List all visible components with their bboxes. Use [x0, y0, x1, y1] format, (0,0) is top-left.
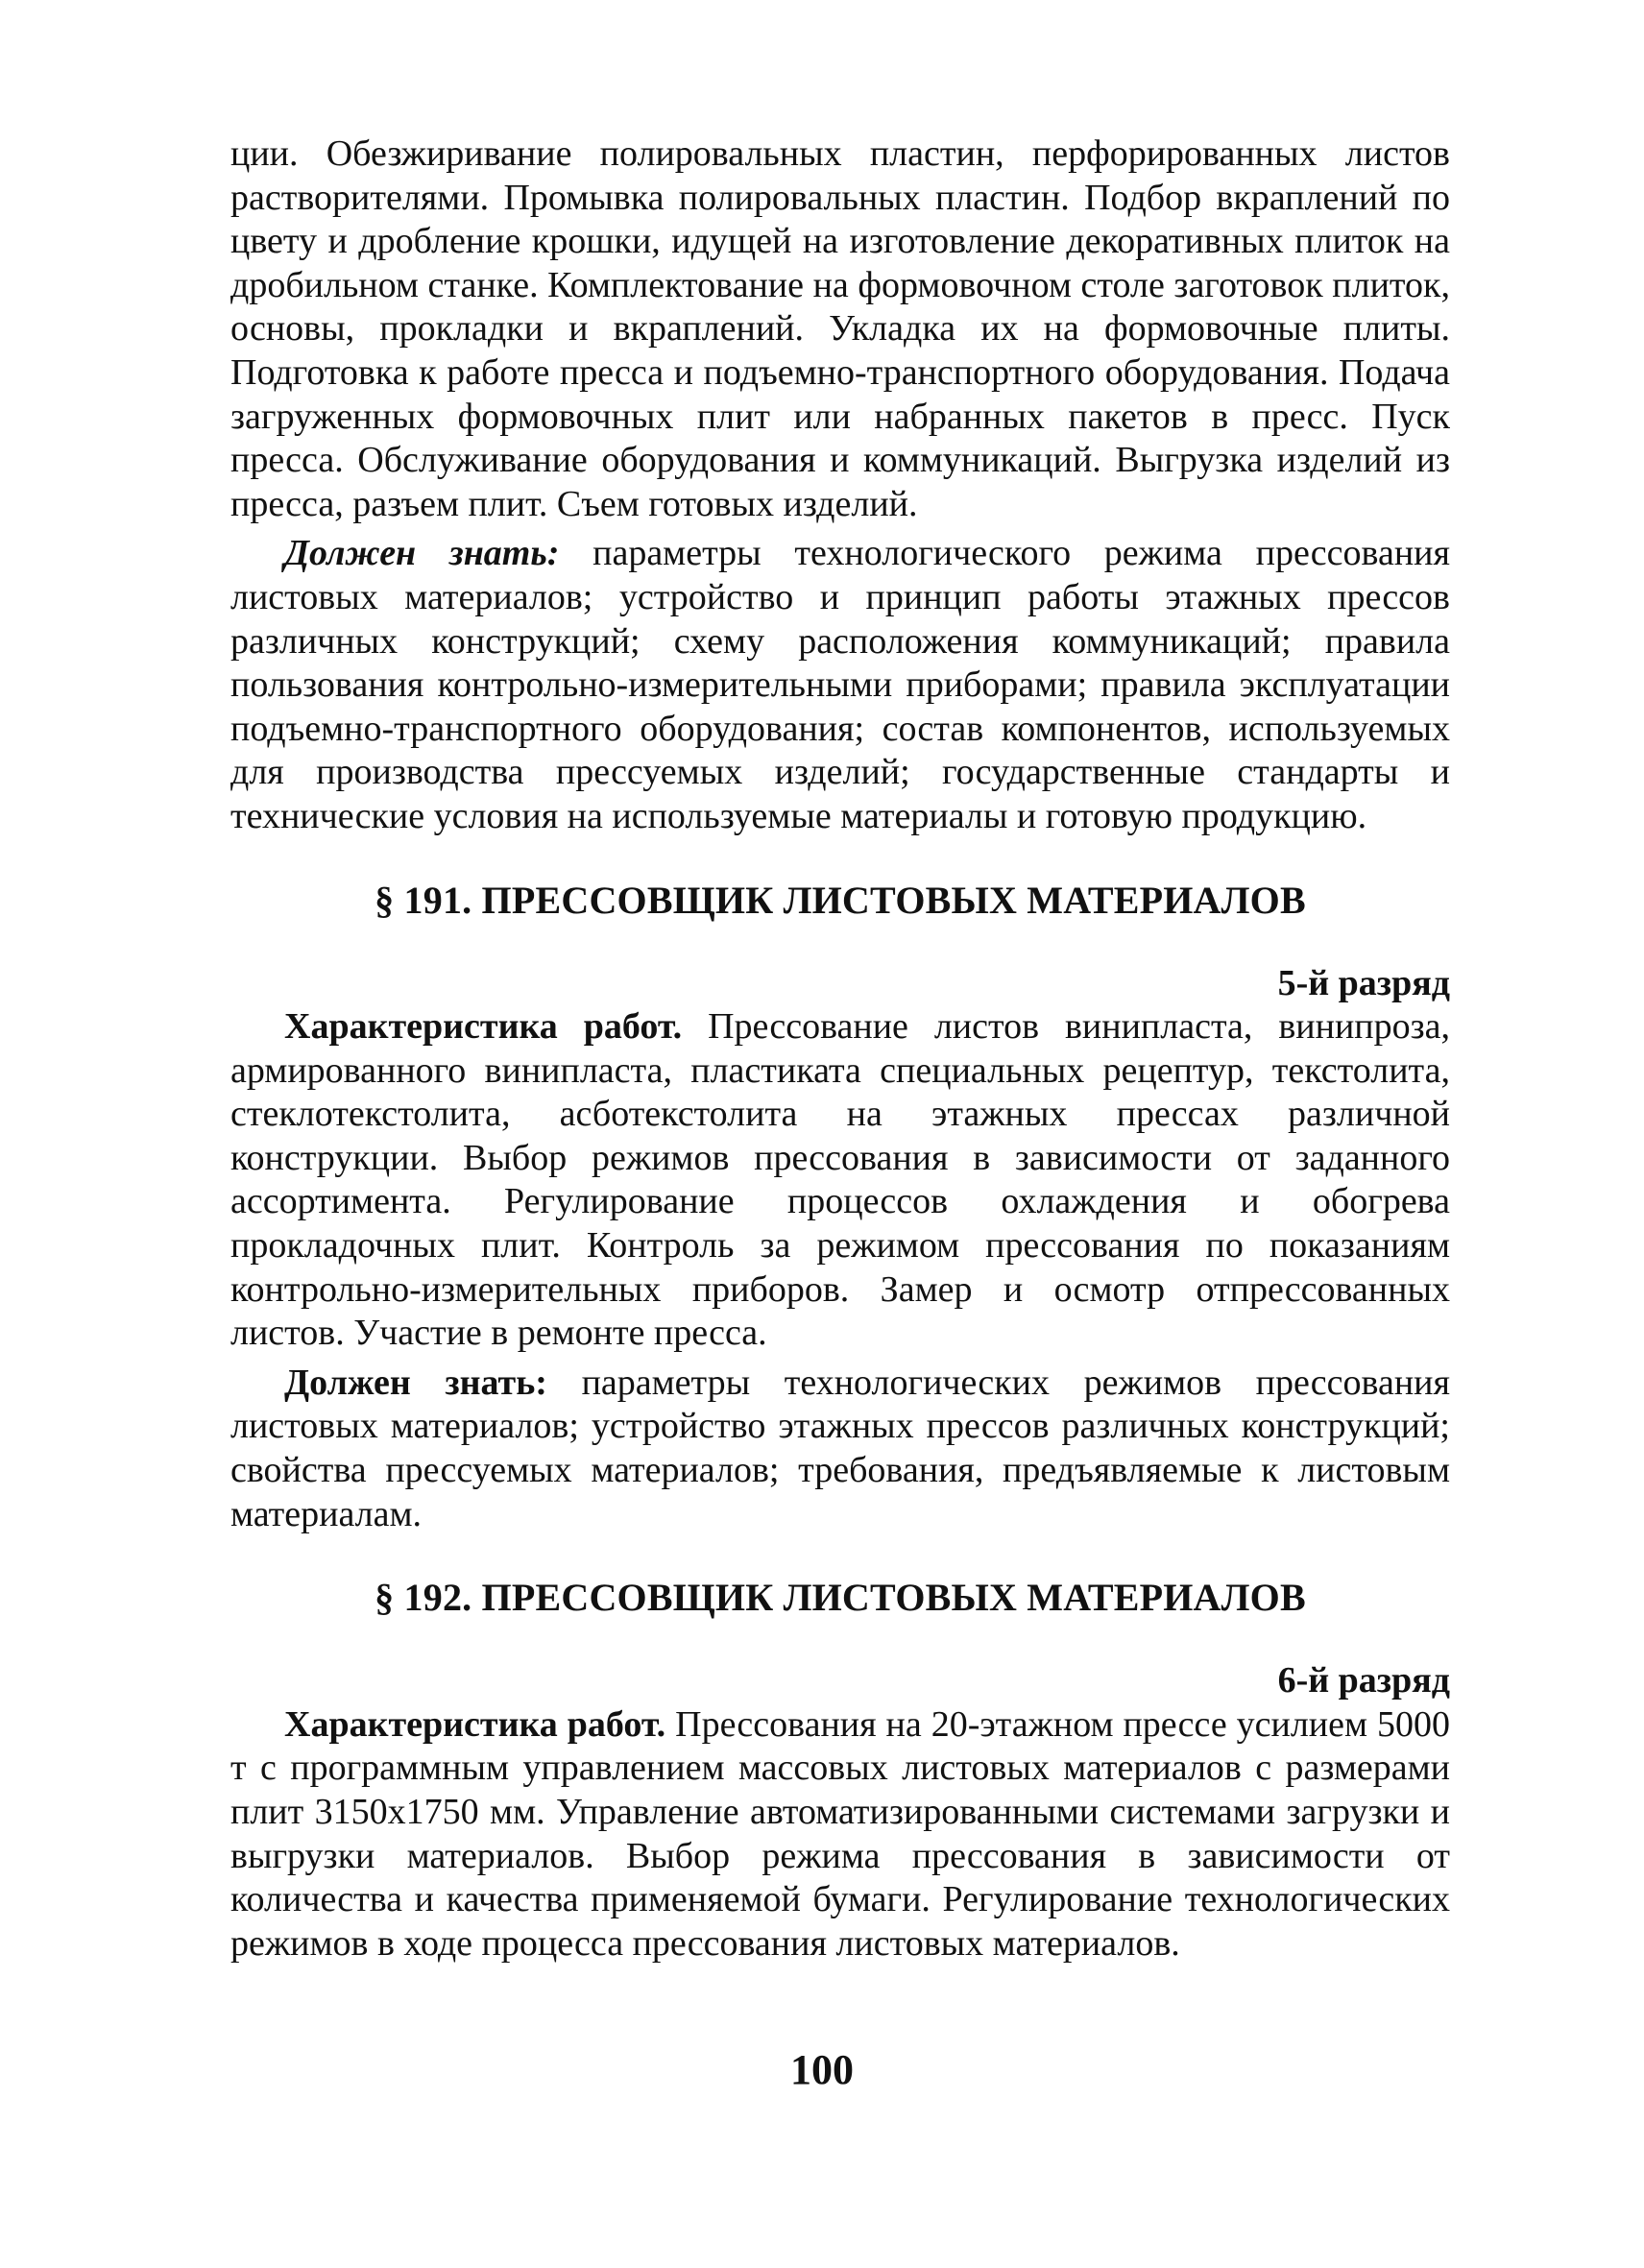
- section-192-work-label: Характеристика работ.: [284, 1703, 666, 1745]
- intro-knowledge-text: параметры технологического режима прессования листовых материалов; устройство и принцип работы этажных прессов различных конструкций; схему расположения коммуникаций; правила пользования контрольно-измерительными приборами; правила эксплуатации подъемно-транспортного оборудования; состав компонентов, используемых для производства прессуемых изделий; государственные стандарты и технические условия на используемые материалы и готовую продукцию.: [230, 533, 1450, 836]
- intro-knowledge-paragraph: [230, 532, 1450, 838]
- section-192-title: § 192. ПРЕССОВЩИК ЛИСТОВЫХ МАТЕРИАЛОВ: [375, 1576, 1306, 1620]
- intro-paragraph: ции. Обезжиривание полировальных пластин, перфорированных листов растворителями. Промывка полировальных пластин. Подбор вкраплений по цвету и дробление крошки, идущей на изготовление декоративных плиток на дробильном станке. Комплектование на формовочном столе заготовок плиток, основы, прокладки и вкраплений. Укладка их на формовочные плиты. Подготовка к работе пресса и подъемно-транспортного оборудования. Подача загруженных формовочных плит или набранных пакетов в пресс. Пуск пресса. Обслуживание оборудования и коммуникаций. Выгрузка изделий из пресса, разъем плит. Съем готовых изделий.: [230, 133, 1450, 524]
- section-191-rank: 5-й разряд: [1277, 962, 1450, 1003]
- section-192-work-text: Прессования на 20-этажном прессе усилием 5000 т с программным управлением массовых листовых материалов с размерами плит 3150х1750 мм. Управление автоматизированными системами загрузки и выгрузки материалов. Выбор режима прессования в зависимости от количества и качества применяемой бумаги. Регулирование технологических режимов в ходе процесса прессования листовых материалов.: [230, 1703, 1451, 1964]
- section-191-knowledge-text: параметры технологических режимов прессования листовых материалов; устройство этажных прессов различных конструкций; свойства прессуемых материалов; требования, предъявляемые к листовым материалам.: [230, 1362, 1450, 1534]
- section-192-rank: 6-й разряд: [1277, 1660, 1450, 1701]
- section-191-title: § 191. ПРЕССОВЩИК ЛИСТОВЫХ МАТЕРИАЛОВ: [375, 878, 1306, 922]
- section-192-work-paragraph: [230, 1703, 1450, 1966]
- section-191-work-paragraph: [230, 1005, 1450, 1356]
- intro-knowledge-label: Должен знать:: [284, 533, 560, 574]
- section-191-work-label: Характеристика работ.: [284, 1006, 683, 1048]
- section-191-knowledge-paragraph: [230, 1362, 1450, 1536]
- page-number: 100: [790, 2046, 854, 2093]
- page-body: [230, 133, 1450, 1966]
- section-191-knowledge-label: Должен знать:: [284, 1362, 547, 1403]
- section-191-work-text: Прессование листов винипласта, винипроза, армированного винипласта, пластиката специальных рецептур, текстолита, стеклотекстолита, асботекстолита на этажных прессах различной конструкции. Выбор режимов прессования в зависимости от заданного ассортимента. Регулирование процессов охлаждения и обогрева прокладочных плит. Контроль за режимом прессования по показаниям контрольно-измерительных приборов. Замер и осмотр отпрессованных листов. Участие в ремонте пресса.: [230, 1006, 1450, 1354]
